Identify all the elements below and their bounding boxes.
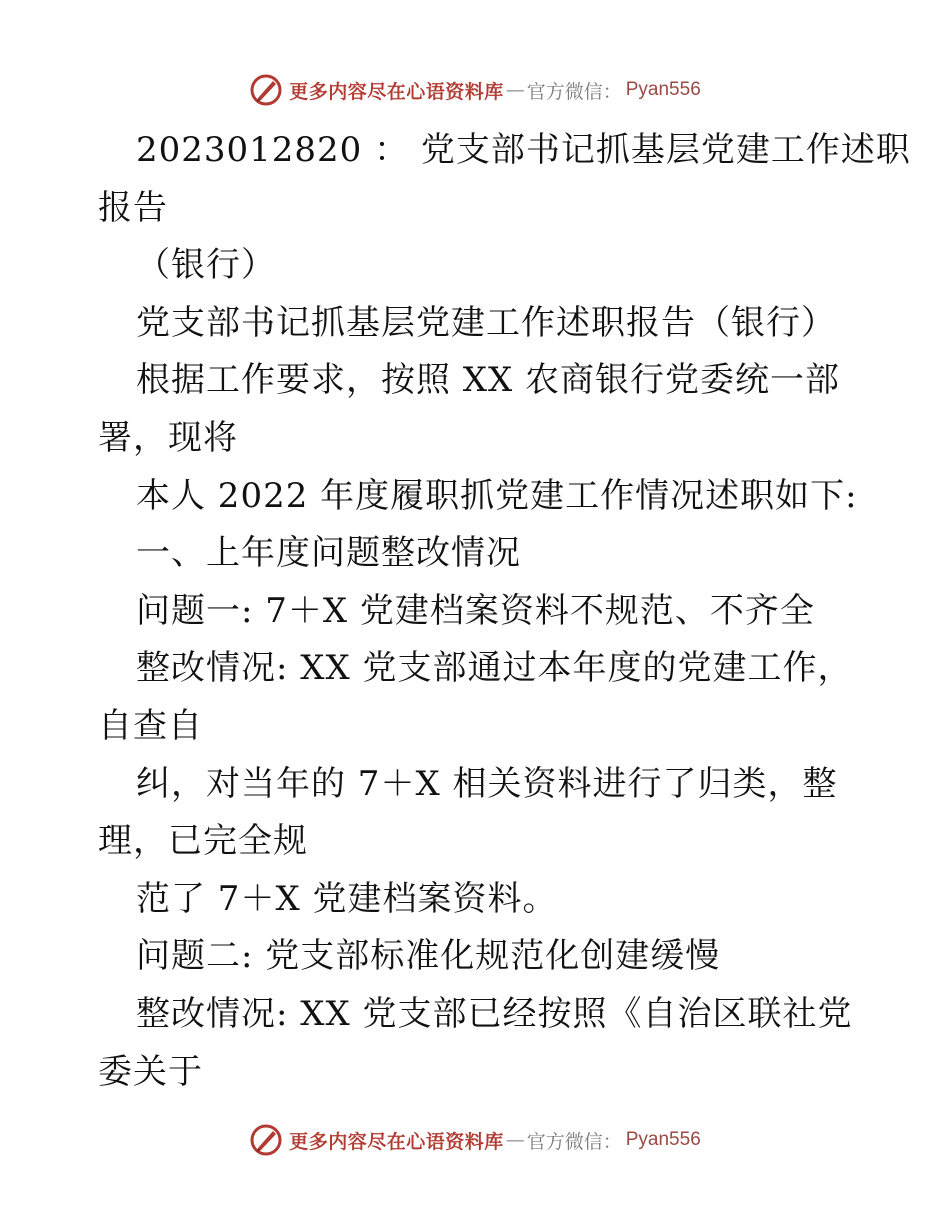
text-line: （银行） [136, 245, 276, 286]
banner-separator: — [505, 79, 525, 101]
banner-slogan: 更多内容尽在心语资料库 [289, 80, 504, 103]
text-line: 报告 [98, 187, 168, 228]
banner-wechat-id: Pyan556 [625, 1129, 701, 1150]
text-line: 署，现将 [98, 417, 238, 458]
text-line: 委关于 [98, 1051, 203, 1092]
quill-logo-icon [249, 1123, 283, 1157]
text-line: 范了 7＋X 党建档案资料。 [136, 878, 558, 919]
text-line: 整改情况: XX 党支部通过本年度的党建工作， [136, 648, 853, 689]
text-line: 理，已完全规 [98, 821, 308, 862]
header-watermark-banner [0, 70, 950, 110]
text-line: 问题一: 7＋X 党建档案资料不规范、不齐全 [136, 590, 815, 631]
banner-wechat-id: Pyan556 [625, 79, 701, 100]
banner-wechat-label: 官方微信： [526, 1130, 622, 1153]
footer-watermark-banner [0, 1120, 950, 1160]
banner-wechat-label: 官方微信： [526, 80, 622, 103]
text-line: 党支部书记抓基层党建工作述职报告（银行） [136, 302, 836, 343]
quill-logo-icon [249, 73, 283, 107]
text-line: 问题二: 党支部标准化规范化创建缓慢 [136, 936, 721, 977]
text-line: 整改情况: XX 党支部已经按照《自治区联社党 [136, 993, 853, 1034]
text-line: 本人 2022 年度履职抓党建工作情况述职如下: [136, 475, 858, 516]
text-line: 自查自 [98, 705, 203, 746]
document-body [98, 122, 911, 1101]
banner-slogan: 更多内容尽在心语资料库 [289, 1130, 504, 1153]
text-line: 纠，对当年的 7＋X 相关资料进行了归类，整 [136, 763, 838, 804]
text-line: 一、上年度问题整改情况 [136, 533, 521, 574]
text-line: 根据工作要求，按照 XX 农商银行党委统一部 [136, 360, 841, 401]
banner-separator: — [505, 1129, 525, 1151]
text-line: 2023012820 ： 党支部书记抓基层党建工作述职 [136, 130, 911, 170]
